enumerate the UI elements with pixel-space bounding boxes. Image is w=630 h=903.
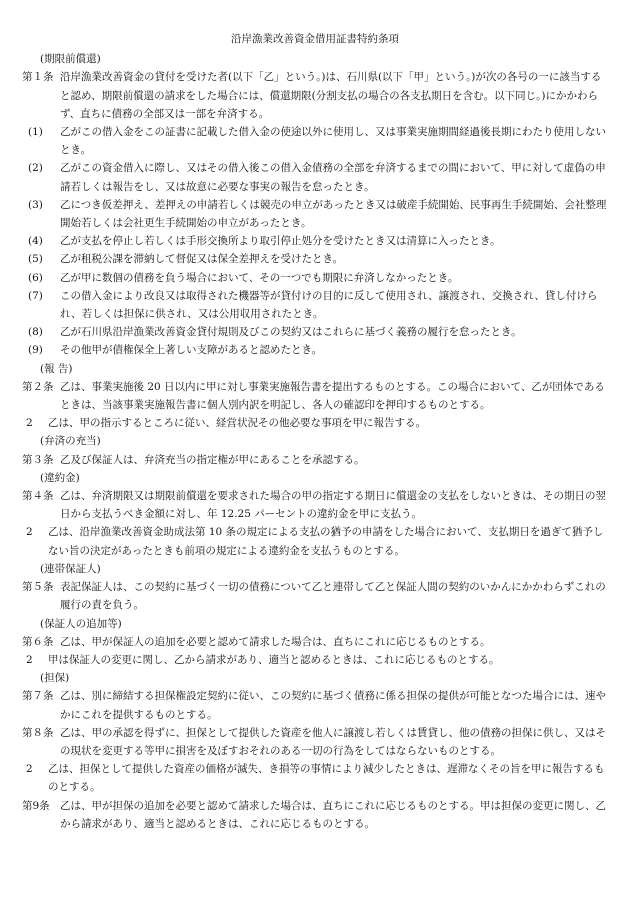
paragraph-number: 2 xyxy=(26,417,33,430)
paragraph-text: 乙は、担保として提供した資産の価格が滅失、き損等の事情により減少したときは、遅滞なくその旨を甲に報告するものとする。 xyxy=(48,763,605,794)
paragraph-text: 乙は、沿岸漁業改善資金助成法第 10 条の規定による支払の猶予の申請をした場合において、支払期日を過ぎて猶予しない旨の決定があったときも前項の規定による違約金を支払うものとする。 xyxy=(48,526,604,557)
item-text: 乙が甲に数個の債務を負う場合において、その一つでも期限に弁済しなかったとき。 xyxy=(60,271,459,284)
article-8-label: 第８条 xyxy=(22,726,54,739)
article-8-text: 乙は、甲の承認を得ずに、担保として提供した資産を他人に譲渡し若しくは賃貸し、他の債務の担保に供し、又はその現状を変更する等甲に損害を及ぼすおそれのある一切の行為をしてはならないものとする。 xyxy=(60,726,606,757)
article-2-paragraph-2 xyxy=(22,414,608,432)
item-text: 乙がこの借入金をこの証書に記載した借入金の使途以外に使用し、又は事業実施期間経過後長期にわたり使用しないとき。 xyxy=(60,126,606,157)
item-text: 乙が支払を停止し若しくは手形交換所より取引停止処分を受けたとき又は清算に入ったとき。 xyxy=(60,235,501,248)
article-2-label: 第２条 xyxy=(22,380,54,393)
item-number: (9) xyxy=(28,344,43,357)
item-number: (6) xyxy=(28,271,43,284)
paragraph-text: 乙は、甲の指示するところに従い、経営状況その他必要な事項を甲に報告する。 xyxy=(48,417,426,430)
list-item xyxy=(22,123,608,159)
list-item xyxy=(22,269,608,287)
article-1-text: 沿岸漁業改善資金の貸付を受けた者(以下「乙」という。)は、石川県(以下「甲」という。)が次の各号の一に該当すると認め、期限前償還の請求をした場合には、償還期限(分割支払の場合の各支払期日を含む。以下同じ。)にかかわらず、直ちに債務の全部又は一部を弁済する。 xyxy=(60,71,602,120)
paragraph-text: 甲は保証人の変更に関し、乙から請求があり、適当と認めるときは、これに応じるものとする。 xyxy=(48,653,500,666)
article-6-text: 乙は、甲が保証人の追加を必要と認めて請求した場合は、直ちにこれに応じるものとする。 xyxy=(60,635,491,648)
item-number: (4) xyxy=(28,235,43,248)
section-heading-early-repayment: (期限前償還) xyxy=(40,53,101,66)
article-4-text: 乙は、弁済期限又は期限前償還を要求された場合の甲の指定する期日に償還金の支払をしないときは、その期日の翌日から支払うべき金額に対し、年 12.25 パーセントの違約金を甲に支払う。 xyxy=(60,490,606,521)
paragraph-number: 2 xyxy=(26,653,33,666)
article-7-text: 乙は、別に締結する担保権設定契約に従い、この契約に基づく債務に係る担保の提供が可能となつた場合には、速やかにこれを提供するものとする。 xyxy=(60,690,606,721)
section-heading-guarantor-addition: (保証人の追加等) xyxy=(40,617,122,630)
article-1-label: 第１条 xyxy=(22,71,54,84)
item-number: (8) xyxy=(28,326,43,339)
item-text: その他甲が債権保全上著しい支障があると認めたとき。 xyxy=(60,344,323,357)
item-number: (2) xyxy=(28,162,43,175)
list-item xyxy=(22,250,608,268)
article-8-paragraph-2 xyxy=(22,760,608,796)
article-9-label: 第9条 xyxy=(22,799,50,812)
article-2-text: 乙は、事業実施後 20 日以内に甲に対し事業実施報告書を提出するものとする。この場合において、乙が団体であるときは、当該事業実施報告書に個人別内訳を明記し、各人の確認印を押印するものとする。 xyxy=(60,380,605,412)
item-number: (5) xyxy=(28,253,43,266)
item-number: (1) xyxy=(28,126,43,139)
article-2 xyxy=(22,378,608,414)
item-text: 乙が租税公課を滞納して督促又は保全差押えを受けたとき。 xyxy=(60,253,344,266)
list-item xyxy=(22,159,608,195)
article-8 xyxy=(22,724,608,760)
article-3-label: 第３条 xyxy=(22,453,54,466)
article-4-label: 第４条 xyxy=(22,490,54,503)
section-heading-joint-guarantor: (連帯保証人) xyxy=(40,562,101,575)
article-7-label: 第７条 xyxy=(22,690,54,703)
article-6-paragraph-2 xyxy=(22,651,608,669)
article-6-label: 第６条 xyxy=(22,635,54,648)
list-item xyxy=(22,341,608,359)
item-number: (7) xyxy=(28,289,43,302)
item-text: この借入金により改良又は取得された機器等が貸付けの目的に反して使用され、譲渡され、交換され、貸し付けられ、若しくは担保に供され、又は公用収用されたとき。 xyxy=(60,289,598,321)
article-5 xyxy=(22,578,608,614)
article-3-text: 乙及び保証人は、弁済充当の指定権が甲にあることを承認する。 xyxy=(60,453,365,466)
paragraph-number: 2 xyxy=(26,526,33,539)
section-heading-report: (報 告) xyxy=(40,362,73,375)
list-item xyxy=(22,323,608,341)
article-9-text: 乙は、甲が担保の追加を必要と認めて請求した場合は、直ちにこれに応じるものとする。甲は担保の変更に関し、乙から請求があり、適当と認めるときは、これに応じるものとする。 xyxy=(60,799,606,830)
section-heading-penalty: (違約金) xyxy=(40,471,80,484)
article-1 xyxy=(22,68,608,123)
document-title: 沿岸漁業改善資金借用証書特約条項 xyxy=(231,33,399,45)
item-text: 乙につき仮差押え、差押えの申請若しくは競売の申立があったとき又は破産手続開始、民事再生手続開始、会社整理開始若しくは会社更生手続開始の申立があったとき。 xyxy=(60,198,607,230)
paragraph-number: 2 xyxy=(26,763,33,776)
item-text: 乙がこの資金借入に際し、又はその借入後この借入金債務の全部を弁済するまでの間において、甲に対して虚偽の申請若しくは報告をし、又は故意に必要な事実の報告を怠ったとき。 xyxy=(60,162,606,193)
article-5-label: 第５条 xyxy=(22,581,54,594)
article-5-text: 表記保証人は、この契約に基づく一切の債務について乙と連帯して乙と保証人間の契約のいかんにかかわらずこれの履行の責を負う。 xyxy=(60,581,606,612)
article-9 xyxy=(22,797,608,833)
item-number: (3) xyxy=(28,198,43,211)
list-item xyxy=(22,232,608,250)
section-heading-appropriation: (弁済の充当) xyxy=(40,435,101,448)
item-text: 乙が石川県沿岸漁業改善資金貸付規則及びこの契約又はこれらに基づく義務の履行を怠ったとき。 xyxy=(60,326,522,339)
section-heading-collateral: (担保) xyxy=(40,672,70,685)
article-4 xyxy=(22,487,608,523)
list-item xyxy=(22,287,608,323)
article-6 xyxy=(22,633,608,651)
article-7 xyxy=(22,687,608,723)
article-3 xyxy=(22,451,608,469)
article-4-paragraph-2 xyxy=(22,523,608,559)
list-item xyxy=(22,196,608,232)
